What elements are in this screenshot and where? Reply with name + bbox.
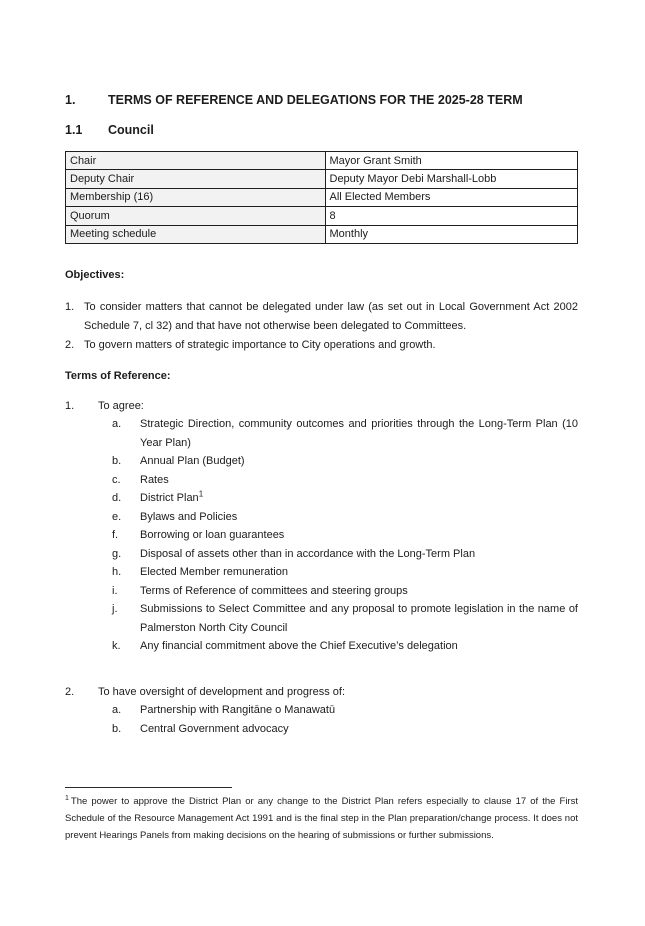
subitem-letter: d.: [112, 492, 122, 505]
table-cell-value: Mayor Grant Smith: [325, 152, 578, 170]
subsection-heading: [65, 123, 578, 137]
council-info-table: [65, 151, 578, 244]
terms-item-text: To have oversight of development and progress of:: [98, 685, 346, 698]
table-row: [66, 152, 578, 170]
table-cell-label: Quorum: [66, 207, 326, 225]
section-heading-text: TERMS OF REFERENCE AND DELEGATIONS FOR THE 2025-28 TERM: [108, 93, 523, 107]
terms-subitem: [112, 701, 578, 720]
terms-subitem: [112, 563, 578, 582]
subitem-text: Annual Plan (Budget): [140, 455, 245, 468]
footnote-separator-rule: [65, 787, 232, 788]
subitem-text: Rates: [140, 473, 169, 486]
subitem-text: Terms of Reference of committees and steering groups: [140, 584, 408, 597]
terms-subitem: [112, 489, 578, 508]
objective-number: 2.: [65, 338, 75, 351]
table-cell-value: 8: [325, 207, 578, 225]
objective-item: [65, 298, 578, 336]
subitem-text: Strategic Direction, community outcomes and priorities through the Long-Term Plan (10 Year Plan): [140, 418, 578, 449]
table-cell-value: All Elected Members: [325, 188, 578, 206]
terms-subitem: [112, 600, 578, 637]
subitem-letter: b.: [112, 455, 122, 468]
table-cell-label: Membership (16): [66, 188, 326, 206]
objective-text: To govern matters of strategic importance to City operations and growth.: [84, 338, 436, 351]
subitem-letter: a.: [112, 704, 122, 717]
terms-item: [65, 397, 578, 416]
subitem-text: Elected Member remuneration: [140, 566, 288, 579]
subitem-letter: a.: [112, 418, 122, 431]
section-heading: [65, 93, 578, 107]
table-cell-value: Monthly: [325, 225, 578, 243]
terms-subitem: [112, 582, 578, 601]
footnote-text: [65, 793, 578, 844]
terms-subitem: [112, 545, 578, 564]
subitem-letter: f.: [112, 529, 119, 542]
subitem-letter: e.: [112, 510, 122, 523]
table-row: [66, 188, 578, 206]
subitem-text: Partnership with Rangitāne o Manawatū: [140, 704, 336, 717]
subitem-letter: i.: [112, 584, 118, 597]
terms-subitem: [112, 720, 578, 739]
table-cell-label: Deputy Chair: [66, 170, 326, 188]
subitem-letter: b.: [112, 722, 122, 735]
table-row: [66, 225, 578, 243]
subitem-letter: k.: [112, 640, 121, 653]
subsection-heading-number: 1.1: [65, 123, 83, 137]
subitem-letter: c.: [112, 473, 121, 486]
objective-item: [65, 336, 578, 355]
subitem-text: Any financial commitment above the Chief Executive’s delegation: [140, 640, 458, 653]
terms-of-reference-label: Terms of Reference:: [65, 369, 171, 382]
terms-subitem: [112, 637, 578, 656]
terms-subitem: [112, 526, 578, 545]
table-row: [66, 207, 578, 225]
subitem-letter: g.: [112, 547, 122, 560]
terms-subitem: [112, 415, 578, 452]
table-row: [66, 170, 578, 188]
terms-item: [65, 683, 578, 702]
subsection-heading-text: Council: [108, 123, 154, 137]
terms-item-number: 2.: [65, 685, 75, 698]
page-content: [65, 93, 578, 738]
subitem-text: Bylaws and Policies: [140, 510, 238, 523]
table-cell-label: Chair: [66, 152, 326, 170]
subitem-text: [140, 489, 578, 508]
objectives-label: Objectives:: [65, 268, 125, 281]
subitem-text: Disposal of assets other than in accordance with the Long-Term Plan: [140, 547, 476, 560]
table-cell-label: Meeting schedule: [66, 225, 326, 243]
footnote-section: [65, 787, 578, 844]
footnote-reference-marker: 1: [198, 489, 204, 499]
terms-item-text: To agree:: [98, 399, 144, 412]
table-cell-value: Deputy Mayor Debi Marshall-Lobb: [325, 170, 578, 188]
subitem-text: Borrowing or loan guarantees: [140, 529, 285, 542]
terms-subitem: [112, 452, 578, 471]
terms-item-number: 1.: [65, 399, 75, 412]
subitem-letter: h.: [112, 566, 122, 579]
subitem-text: Submissions to Select Committee and any proposal to promote legislation in the name of Palmerston North City Council: [140, 603, 578, 634]
terms-subitem: [112, 471, 578, 490]
objective-number: 1.: [65, 300, 75, 313]
footnote-body: The power to approve the District Plan or any change to the District Plan refers especially to clause 17 of the First Schedule of the Resource Management Act 1991 and is the final step in the Plan preparation/change process. It does not prevent Hearings Panels from making decisions on the hearing of submissions or further submissions.: [65, 796, 578, 841]
subitem-letter: j.: [112, 603, 118, 616]
terms-subitem: [112, 508, 578, 527]
section-heading-number: 1.: [65, 93, 76, 107]
objective-text: To consider matters that cannot be delegated under law (as set out in Local Government Act 2002 Schedule 7, cl 32) and that have not otherwise been delegated to Committees.: [84, 300, 578, 332]
subitem-text-inline: District Plan: [140, 492, 199, 505]
subitem-text: Central Government advocacy: [140, 722, 289, 735]
footnote-number: 1: [65, 794, 69, 802]
